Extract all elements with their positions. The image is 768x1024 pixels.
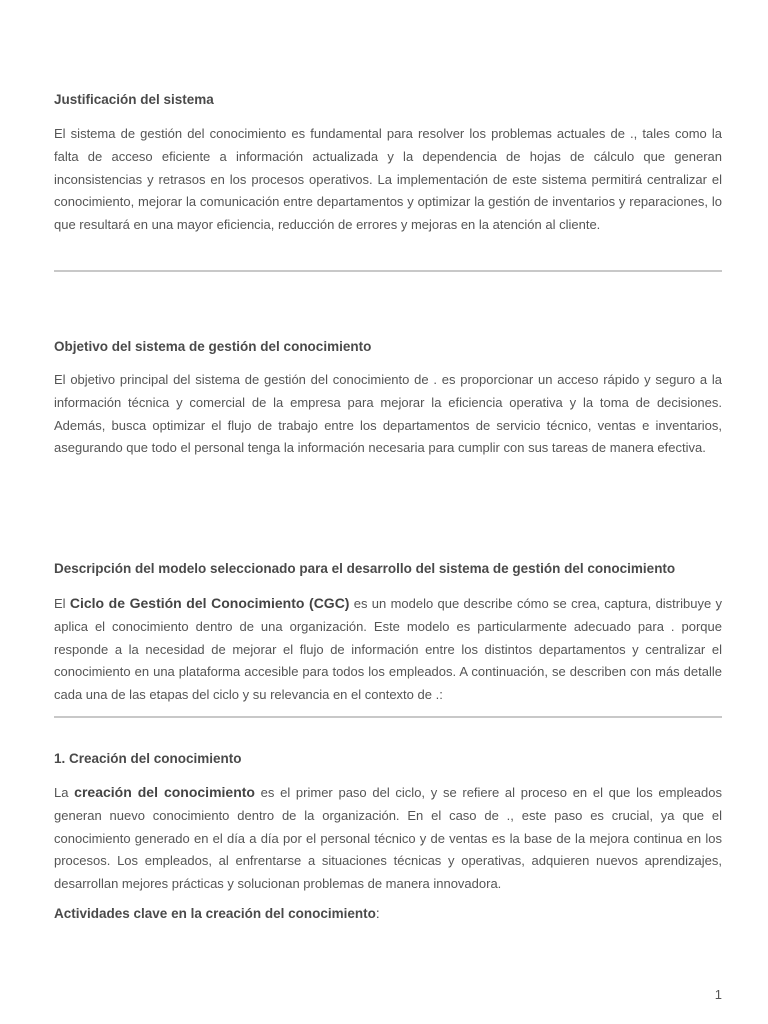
section-divider — [54, 270, 722, 272]
section-body-justificacion: El sistema de gestión del conocimiento es fundamental para resolver los problemas actuales de ., tales como la falta de acceso eficiente a información actualizada y la dependencia de hojas de cálculo que generan inconsistencias y retrasos en los procesos operativos. La implementación de este sistema permitirá centralizar el conocimiento, mejorar la comunicación entre departamentos y optimizar la gestión de inventarios y reparaciones, lo que resultará en una mayor eficiencia, reducción de errores y mejoras en la atención al cliente. — [54, 126, 722, 233]
section-body-descripcion: El Ciclo de Gestión del Conocimiento (CGC) es un modelo que describe cómo se crea, captura, distribuye y aplica el conocimiento dentro de una organización. Este modelo es particularmente adecuado para . porque responde a la necesidad de mejorar el flujo de información entre los distintos departamentos y centralizar el conocimiento en una plataforma accesible para todos los empleados. A continuación, se describen con más detalle cada una de las etapas del ciclo y su relevancia en el contexto de .: — [54, 595, 723, 703]
section-heading-creacion: 1. Creación del conocimiento — [54, 751, 242, 766]
section-heading-objetivo: Objetivo del sistema de gestión del conocimiento — [54, 339, 372, 354]
page-number: 1 — [714, 987, 722, 1002]
section-heading-descripcion: Descripción del modelo seleccionado para el desarrollo del sistema de gestión del conocimiento — [54, 561, 676, 576]
key-term: creación del conocimiento — [74, 784, 255, 800]
section-divider — [54, 716, 722, 718]
section-heading-justificacion: Justificación del sistema — [54, 92, 214, 107]
section-body-creacion: La creación del conocimiento es el primer paso del ciclo, y se refiere al proceso en el que los empleados generan nuevo conocimiento dentro de la organización. En el caso de ., este paso es crucial, ya que el conocimiento generado en el día a día por el personal técnico y de ventas es la base de la mejora continua en los procesos. Los empleados, al enfrentarse a situaciones técnicas y operativas, adquieren nuevos aprendizajes, desarrollan mejores prácticas y solucionan problemas de manera innovadora. — [54, 784, 723, 892]
subheading-actividades: Actividades clave en la creación del conocimiento: — [54, 906, 380, 921]
section-body-objetivo: El objetivo principal del sistema de gestión del conocimiento de . es proporcionar un acceso rápido y seguro a la información técnica y comercial de la empresa para mejorar la eficiencia operativa y la toma de decisiones. Además, busca optimizar el flujo de trabajo entre los departamentos de servicio técnico, ventas e inventarios, asegurando que todo el personal tenga la información necesaria para cumplir con sus tareas de manera efectiva. — [54, 372, 722, 456]
model-name: Ciclo de Gestión del Conocimiento (CGC) — [69, 595, 350, 611]
